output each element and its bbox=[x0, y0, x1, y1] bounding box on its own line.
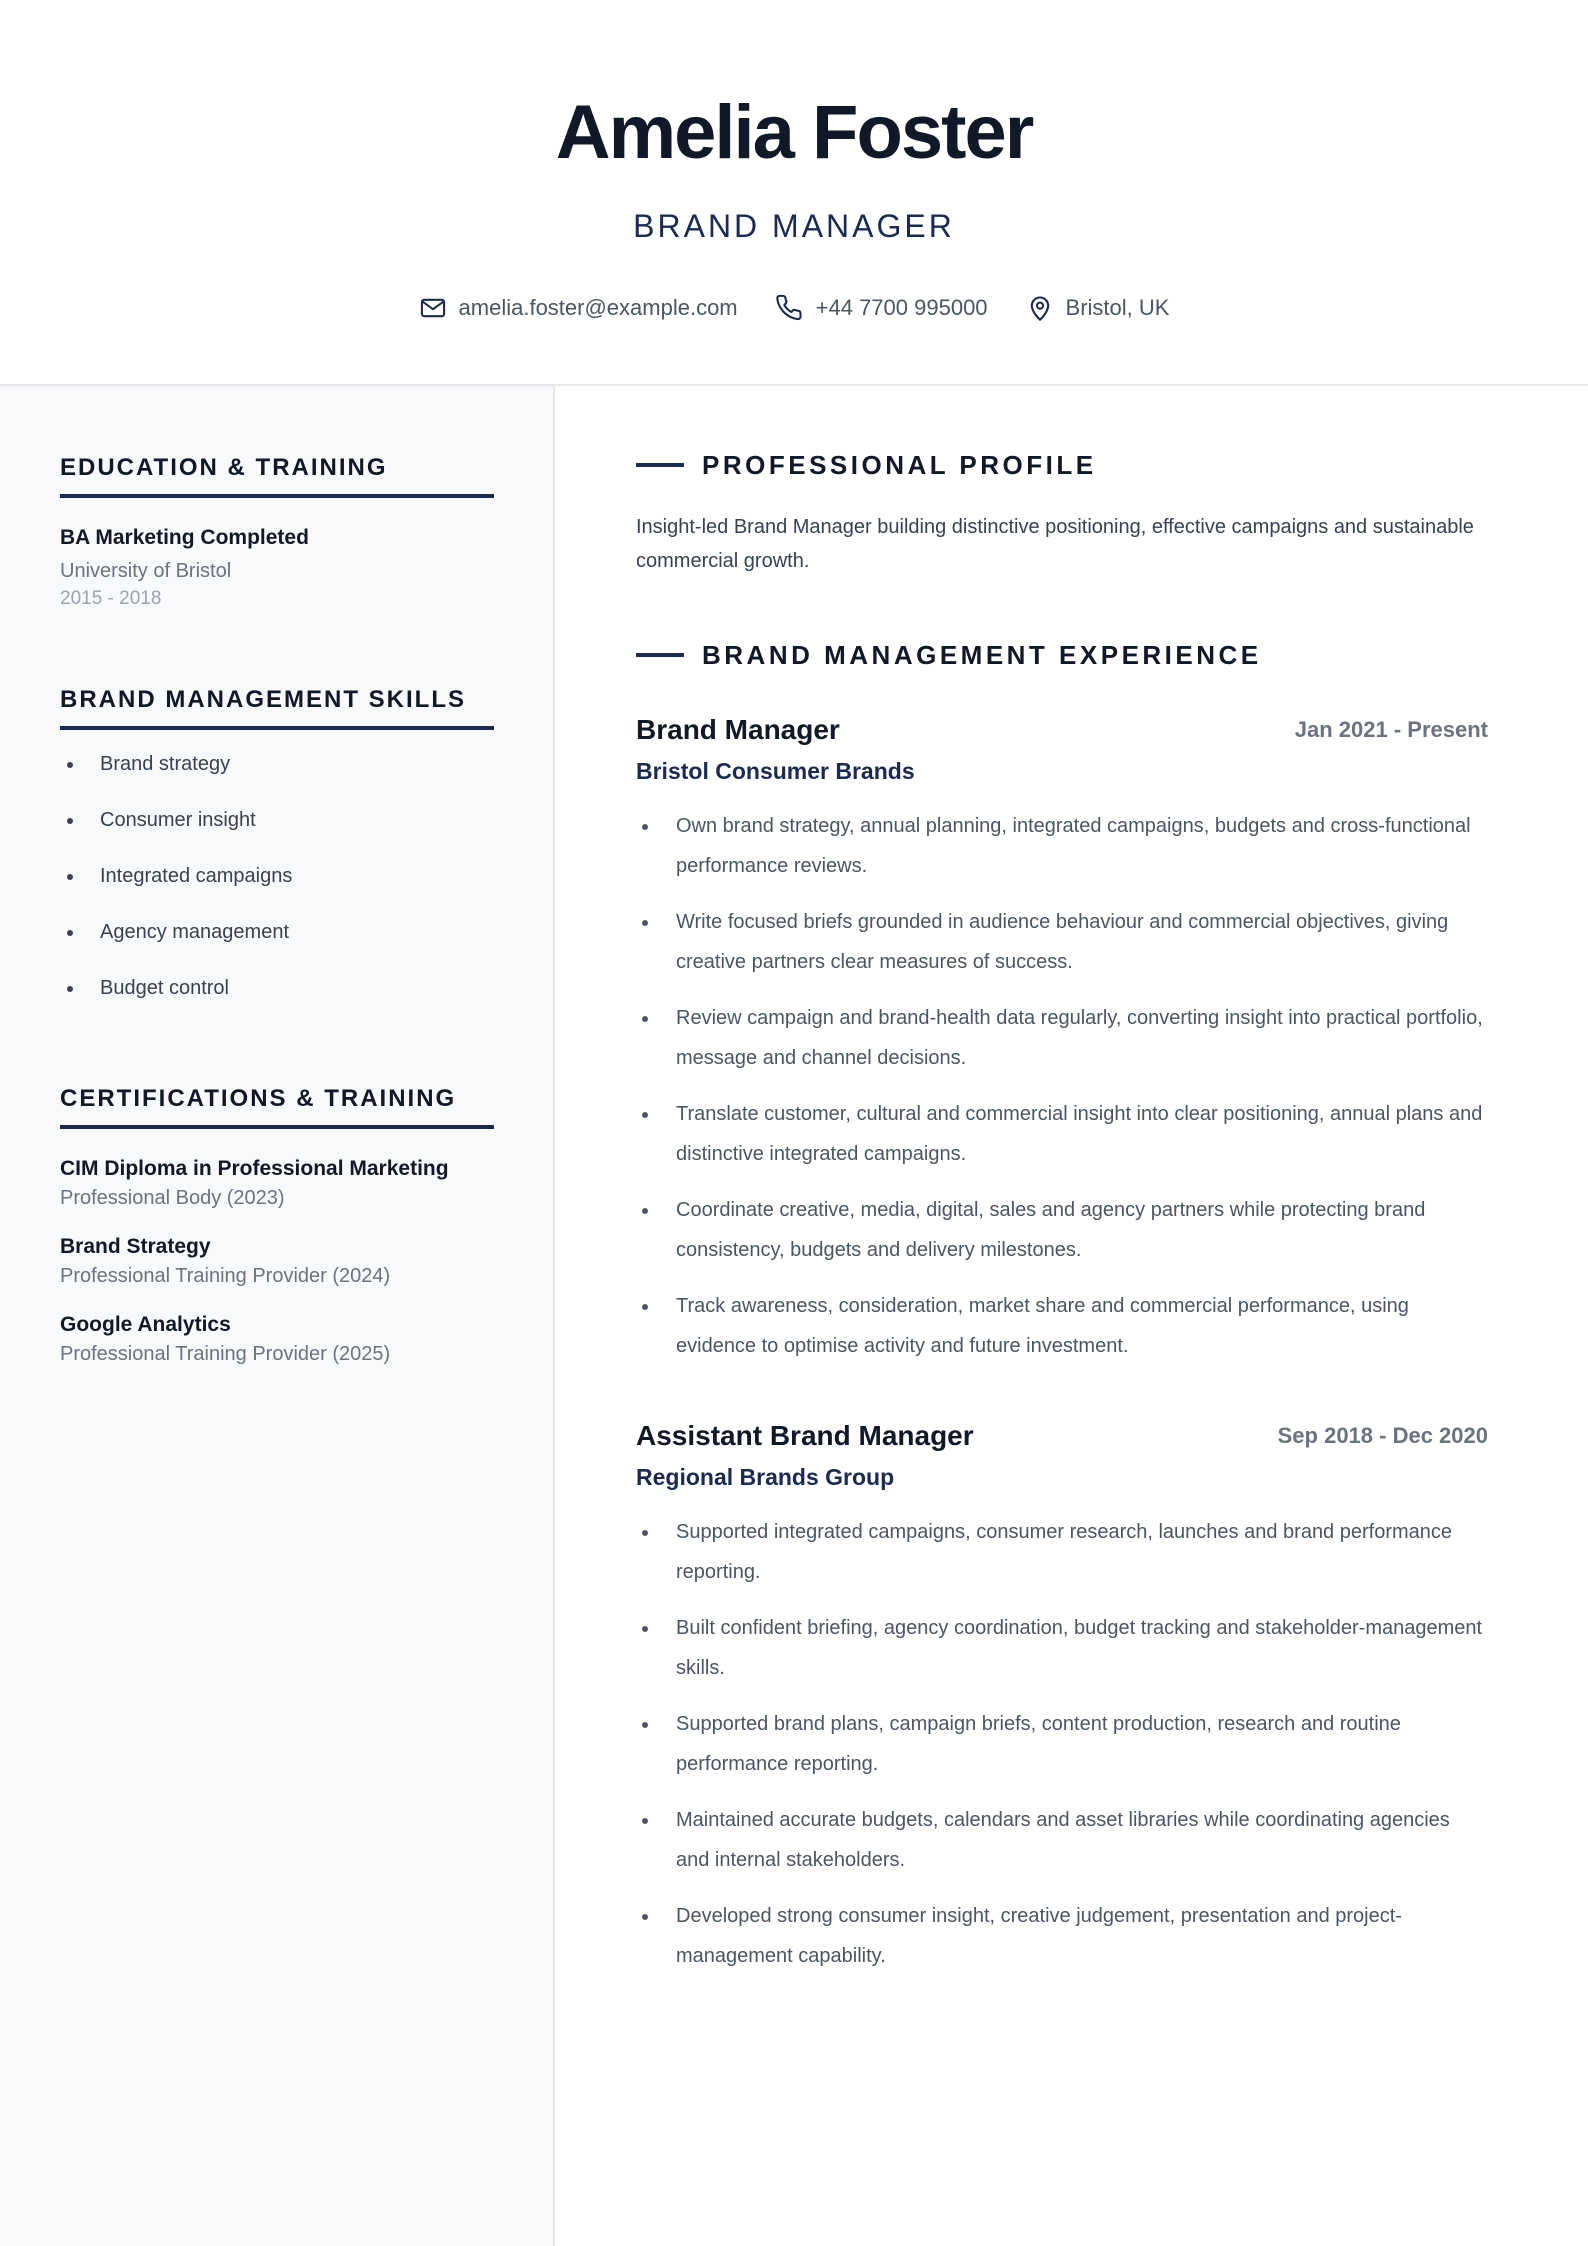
skills-list bbox=[60, 750, 494, 1002]
list-item: Translate customer, cultural and commercial insight into clear positioning, annual plans and distinctive integrated campaigns. bbox=[636, 1094, 1488, 1174]
contact-phone[interactable] bbox=[776, 294, 988, 322]
heading-accent-bar bbox=[636, 463, 684, 467]
list-item: Agency management bbox=[60, 918, 494, 946]
contact-email-text: amelia.foster@example.com bbox=[458, 295, 738, 320]
certifications-heading: CERTIFICATIONS & TRAINING bbox=[60, 1083, 494, 1129]
contact-location bbox=[1026, 294, 1170, 322]
list-item: Review campaign and brand-health data regularly, converting insight into practical portfolio, message and channel decisions. bbox=[636, 998, 1488, 1078]
sidebar bbox=[0, 386, 555, 2246]
job-bullets bbox=[636, 806, 1488, 1366]
candidate-name: Amelia Foster bbox=[555, 90, 1033, 175]
contact-bar bbox=[0, 290, 1588, 326]
certification-name: Google Analytics bbox=[60, 1313, 231, 1336]
job-dates: Jan 2021 - Present bbox=[1294, 717, 1488, 742]
phone-icon bbox=[776, 294, 804, 322]
list-item: Own brand strategy, annual planning, integrated campaigns, budgets and cross-functional performance reviews. bbox=[636, 806, 1488, 886]
skills-section bbox=[60, 684, 494, 1030]
profile-heading bbox=[636, 448, 1097, 482]
certification-issuer: Professional Training Provider (2025) bbox=[60, 1343, 391, 1365]
skills-heading: BRAND MANAGEMENT SKILLS bbox=[60, 684, 494, 730]
job-title: Brand Manager bbox=[636, 714, 840, 745]
list-item: Coordinate creative, media, digital, sales and agency partners while protecting brand consistency, budgets and delivery milestones. bbox=[636, 1190, 1488, 1270]
job-header bbox=[636, 1416, 1488, 1456]
list-item: Consumer insight bbox=[60, 806, 494, 834]
contact-email[interactable] bbox=[419, 294, 738, 322]
list-item: Track awareness, consideration, market share and commercial performance, using evidence to optimise activity and future investment. bbox=[636, 1286, 1488, 1366]
list-item: Brand strategy bbox=[60, 750, 494, 778]
job-bullets bbox=[636, 1512, 1488, 1976]
certification-name: CIM Diploma in Professional Marketing bbox=[60, 1157, 449, 1180]
job-entry bbox=[636, 1416, 1488, 1992]
heading-accent-bar bbox=[636, 653, 684, 657]
education-section bbox=[60, 452, 494, 612]
list-item: Built confident briefing, agency coordination, budget tracking and stakeholder-management skills. bbox=[636, 1608, 1488, 1688]
candidate-role: BRAND MANAGER bbox=[633, 208, 955, 244]
resume-header bbox=[0, 0, 1588, 386]
certification-issuer: Professional Body (2023) bbox=[60, 1187, 285, 1209]
education-heading: EDUCATION & TRAINING bbox=[60, 452, 494, 498]
education-years: 2015 - 2018 bbox=[60, 588, 162, 609]
list-item: Supported integrated campaigns, consumer research, launches and brand performance reporting. bbox=[636, 1512, 1488, 1592]
experience-heading-text: BRAND MANAGEMENT EXPERIENCE bbox=[702, 640, 1262, 670]
main-content bbox=[555, 386, 1588, 2246]
list-item: Write focused briefs grounded in audience behaviour and commercial objectives, giving creative partners clear measures of success. bbox=[636, 902, 1488, 982]
job-header bbox=[636, 710, 1488, 750]
job-company: Bristol Consumer Brands bbox=[636, 758, 915, 784]
certification-item bbox=[60, 1155, 494, 1211]
education-school: University of Bristol bbox=[60, 560, 232, 582]
certification-item bbox=[60, 1233, 494, 1289]
mail-icon bbox=[419, 294, 447, 322]
contact-phone-text: +44 7700 995000 bbox=[815, 295, 988, 320]
job-entry bbox=[636, 710, 1488, 1382]
job-company: Regional Brands Group bbox=[636, 1464, 895, 1490]
list-item: Budget control bbox=[60, 974, 494, 1002]
education-degree: BA Marketing Completed bbox=[60, 526, 309, 549]
list-item: Supported brand plans, campaign briefs, content production, research and routine performance reporting. bbox=[636, 1704, 1488, 1784]
job-title: Assistant Brand Manager bbox=[636, 1420, 974, 1451]
experience-heading bbox=[636, 638, 1262, 672]
list-item: Integrated campaigns bbox=[60, 862, 494, 890]
certification-item bbox=[60, 1311, 494, 1367]
location-pin-icon bbox=[1026, 294, 1054, 322]
certification-name: Brand Strategy bbox=[60, 1235, 211, 1258]
job-dates: Sep 2018 - Dec 2020 bbox=[1277, 1423, 1488, 1448]
profile-summary: Insight-led Brand Manager building distinctive positioning, effective campaigns and sustainable commercial growth. bbox=[636, 516, 1474, 572]
list-item: Maintained accurate budgets, calendars and asset libraries while coordinating agencies and internal stakeholders. bbox=[636, 1800, 1488, 1880]
list-item: Developed strong consumer insight, creative judgement, presentation and project-management capability. bbox=[636, 1896, 1488, 1976]
certification-issuer: Professional Training Provider (2024) bbox=[60, 1265, 391, 1287]
certifications-section bbox=[60, 1083, 494, 1367]
profile-heading-text: PROFESSIONAL PROFILE bbox=[702, 450, 1097, 480]
contact-location-text: Bristol, UK bbox=[1065, 295, 1170, 320]
